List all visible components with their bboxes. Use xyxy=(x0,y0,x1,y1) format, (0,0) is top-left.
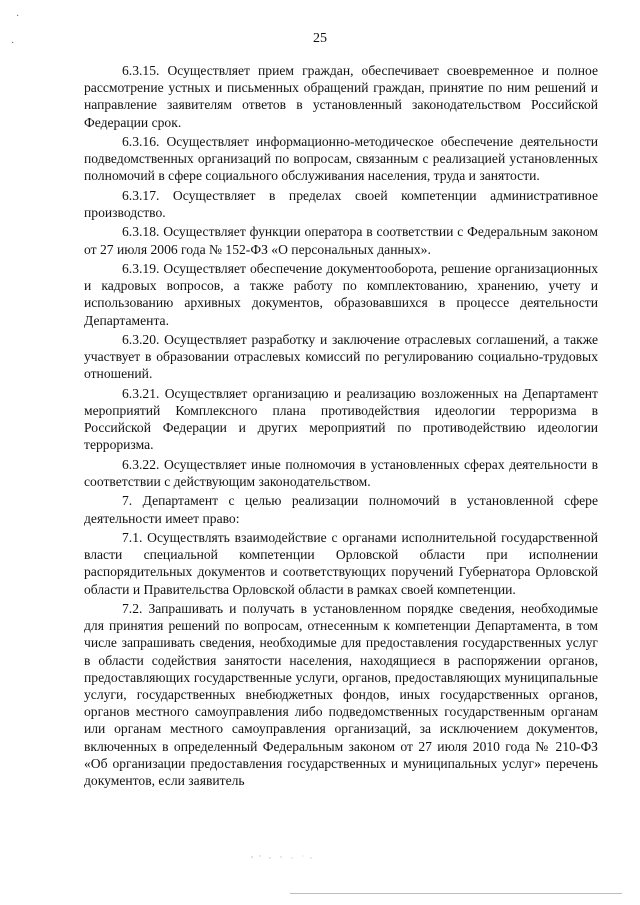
scan-edge-line xyxy=(290,893,622,894)
paragraph-6-3-16: 6.3.16. Осуществляет информационно-методическое обеспечение деятельности подведомственных организаций по вопросам, связанным с реализацией установленных полномочий в сфере социального обслуживания населения, труда и занятости. xyxy=(84,134,598,184)
scan-mark: · xyxy=(16,11,20,22)
paragraph-6-3-18: 6.3.18. Осуществляет функции оператора в соответствии с Федеральным законом от 27 июля 2006 года № 152-ФЗ «О персональных данных». xyxy=(84,224,598,257)
paragraph-6-3-17: 6.3.17. Осуществляет в пределах своей компетенции административное производство. xyxy=(84,187,598,220)
paragraph-6-3-22: 6.3.22. Осуществляет иные полномочия в установленных сферах деятельности в соответствии с действующим законодательством. xyxy=(84,456,598,489)
paragraph-7: 7. Департамент с целью реализации полномочий в установленной сфере деятельности имеет право: xyxy=(84,493,598,526)
scan-mark: · xyxy=(11,38,15,49)
paragraph-7-1: 7.1. Осуществлять взаимодействие с органами исполнительной государственной власти специальной компетенции Орловской области при исполнении распорядительных документов и соответствующих поручений Губернатора Орловской области и Правительства Орловской области в рамках своей компетенции. xyxy=(84,529,598,597)
paragraph-6-3-21: 6.3.21. Осуществляет организацию и реализацию возложенных на Департамент мероприятий Комплексного плана противодействия идеологии терроризма в Российской Федерации и других мероприятий по противодействию идеологии терроризма. xyxy=(84,385,598,453)
document-body xyxy=(84,62,598,789)
paragraph-6-3-20: 6.3.20. Осуществляет разработку и заключение отраслевых соглашений, а также участвует в образовании отраслевых комиссий по регулированию социально-трудовых отношений. xyxy=(84,331,598,382)
paragraph-7-2: 7.2. Запрашивать и получать в установленном порядке сведения, необходимые для принятия решений по вопросам, отнесенным к компетенции Департамента, в том числе запрашивать сведения, необходимые для предоставления государственных услуг в области содействия занятости населения, находящиеся в распоряжении органов, предоставляющих государственные услуги, органов, предоставляющих муниципальные услуги, государственных внебюджетных фондов, иных государственных органов, органов местного самоуправления либо подведомственных государственным органам или органам местного самоуправления организаций, за исключением документов, включенных в определенный Федеральным законом от 27 июля 2010 года № 210-ФЗ «Об организации предоставления государственных и муниципальных услуг» перечень документов, если заявитель xyxy=(84,600,598,788)
paragraph-6-3-15: 6.3.15. Осуществляет прием граждан, обеспечивает своевременное и полное рассмотрение устных и письменных обращений граждан, принятие по ним решений и направление заявителям ответов в установленный законодательством Российской Федерации срок. xyxy=(84,63,598,130)
scan-noise xyxy=(248,846,318,862)
paragraph-6-3-19: 6.3.19. Осуществляет обеспечение документооборота, решение организационных и кадровых вопросов, а также работу по комплектованию, хранению, учету и использованию архивных документов, образовавшихся в процессе деятельности Департамента. xyxy=(84,260,598,328)
page-number: 25 xyxy=(313,31,327,46)
